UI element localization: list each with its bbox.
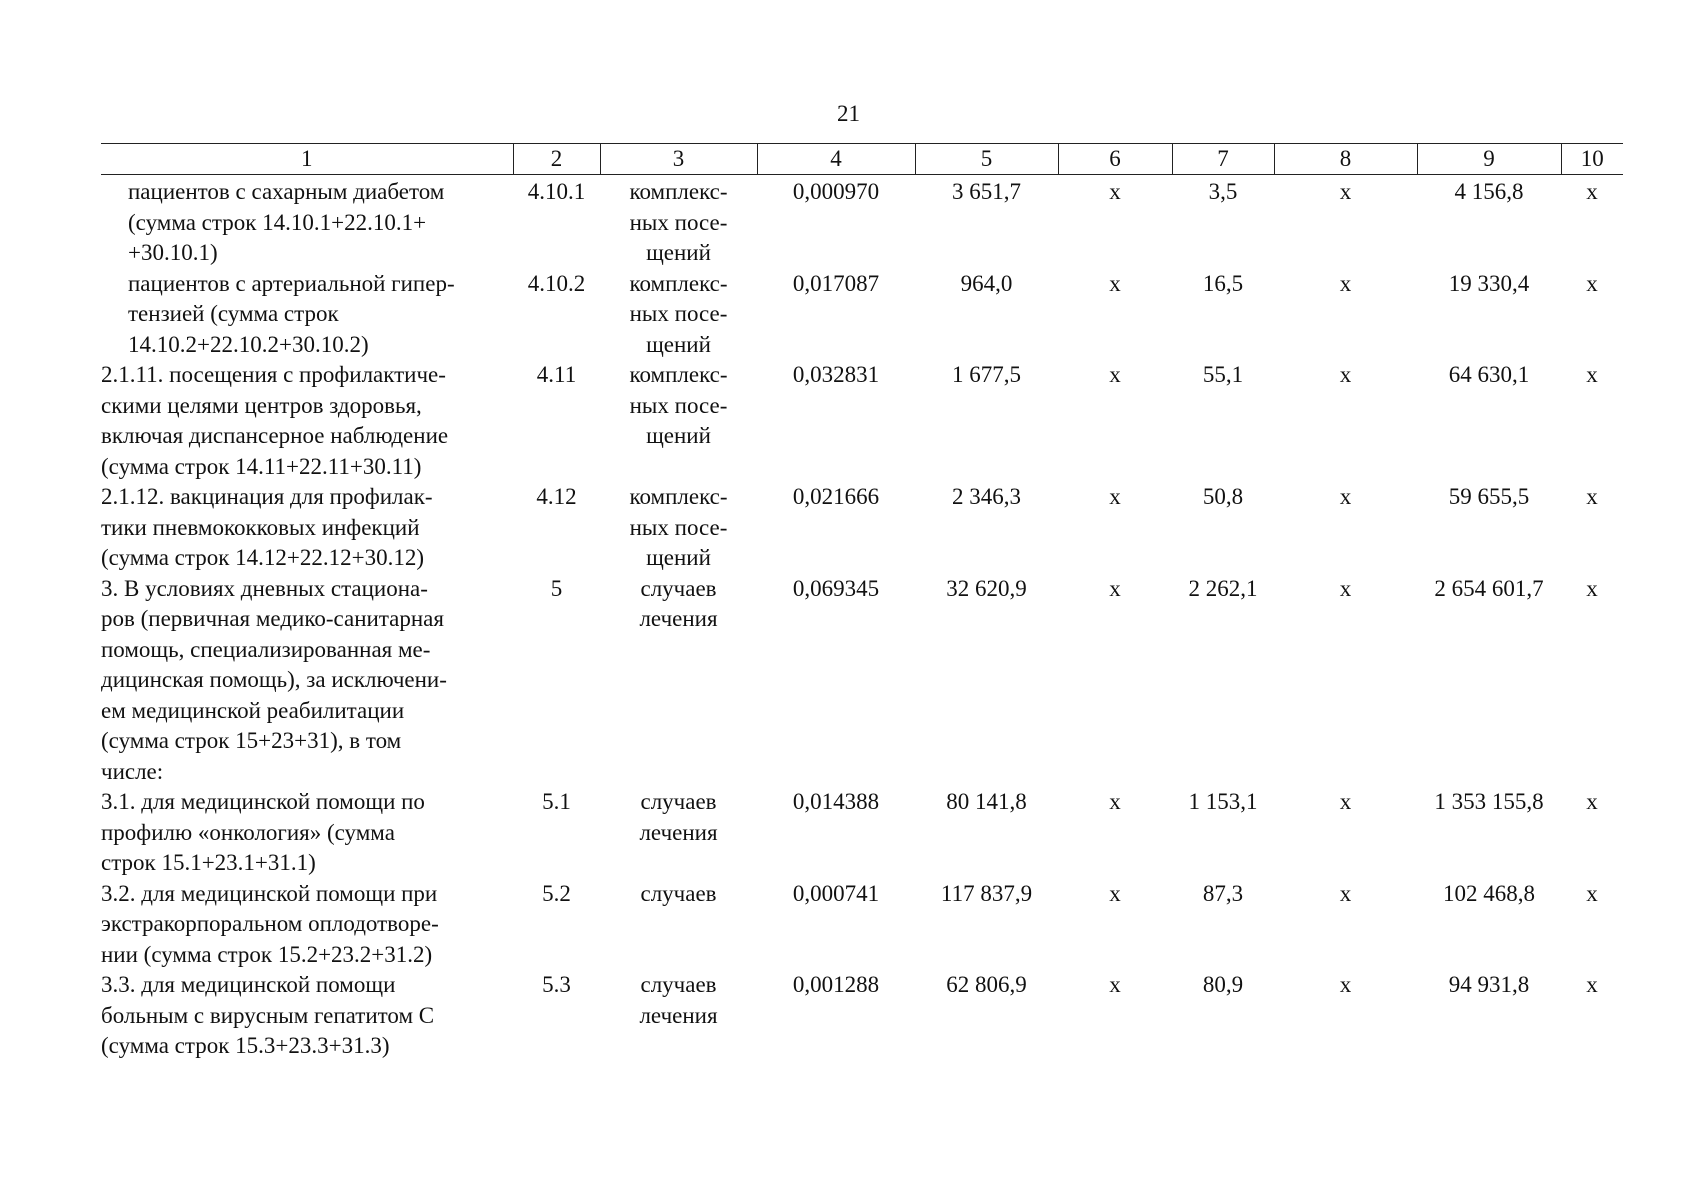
cell-col-9: 94 931,8 bbox=[1448, 972, 1530, 997]
cell-col-4: 0,000970 bbox=[792, 179, 880, 204]
table-row bbox=[101, 787, 1623, 879]
column-header: 9 bbox=[1417, 144, 1561, 175]
description-line: больным с вирусным гепатитом С bbox=[101, 1002, 435, 1028]
description-line: (сумма строк 14.12+22.12+30.12) bbox=[101, 545, 424, 570]
table-row bbox=[101, 175, 1623, 269]
description-line: дицинская помощь), за исключени- bbox=[101, 667, 447, 692]
unit-line: ных посе- bbox=[629, 514, 728, 540]
description-line: (сумма строк 15+23+31), в том bbox=[101, 728, 402, 753]
unit-line: ных посе- bbox=[629, 301, 728, 326]
description-line: помощь, специализированная ме- bbox=[101, 636, 431, 662]
description-line: профилю «онкология» (сумма bbox=[101, 819, 395, 845]
cell-col-4: 0,017087 bbox=[792, 270, 880, 296]
row-unit bbox=[600, 574, 757, 788]
table-row bbox=[101, 879, 1623, 971]
cell-col-9: 102 468,8 bbox=[1443, 880, 1535, 906]
cell-col-9: 4 156,8 bbox=[1454, 179, 1524, 204]
cell-col-7: 16,5 bbox=[1202, 270, 1244, 296]
row-unit bbox=[600, 269, 757, 361]
cell-col-6: х bbox=[1109, 972, 1121, 997]
cell-col-10: х bbox=[1586, 270, 1598, 296]
unit-line: случаев bbox=[640, 880, 717, 906]
unit-line: щений bbox=[646, 545, 711, 570]
cell-col-6: х bbox=[1109, 270, 1121, 296]
row-description bbox=[101, 787, 513, 879]
description-line: 2.1.11. посещения с профилактиче- bbox=[101, 362, 446, 387]
description-line: скими целями центров здоровья, bbox=[101, 392, 422, 418]
description-line: 2.1.12. вакцинация для профилак- bbox=[101, 484, 433, 509]
cell-col-7: 87,3 bbox=[1202, 880, 1244, 906]
row-unit bbox=[600, 970, 757, 1062]
column-header: 3 bbox=[600, 144, 757, 175]
description-line: пациентов с сахарным диабетом bbox=[128, 179, 445, 204]
description-line: (сумма строк 15.3+23.3+31.3) bbox=[101, 1033, 390, 1058]
column-header: 6 bbox=[1058, 144, 1172, 175]
description-line: 3.1. для медицинской помощи по bbox=[101, 789, 425, 814]
cell-col-8: х bbox=[1339, 789, 1352, 814]
row-code: 4.11 bbox=[536, 362, 577, 387]
cell-col-5: 2 346,3 bbox=[952, 484, 1021, 509]
row-description bbox=[101, 360, 513, 482]
cell-col-6: х bbox=[1109, 179, 1121, 204]
description-line: +30.10.1) bbox=[128, 240, 218, 265]
column-number-row bbox=[101, 144, 1623, 175]
cell-col-5: 3 651,7 bbox=[952, 179, 1021, 204]
unit-line: случаев bbox=[640, 789, 717, 814]
cell-col-7: 50,8 bbox=[1202, 484, 1244, 509]
cell-col-4: 0,069345 bbox=[792, 575, 880, 601]
cell-col-9: 59 655,5 bbox=[1448, 484, 1530, 509]
cell-col-7: 1 153,1 bbox=[1188, 789, 1258, 814]
column-header: 7 bbox=[1172, 144, 1274, 175]
unit-line: комплекс- bbox=[629, 270, 728, 296]
cell-col-6: х bbox=[1109, 362, 1121, 387]
cell-col-5: 1 677,5 bbox=[952, 362, 1021, 387]
row-unit bbox=[600, 879, 757, 971]
cell-col-5: 80 141,8 bbox=[946, 789, 1027, 814]
unit-line: случаев bbox=[640, 972, 717, 997]
row-description bbox=[101, 482, 513, 574]
cell-col-10: х bbox=[1586, 484, 1598, 509]
cell-col-10: х bbox=[1586, 880, 1598, 906]
description-line: экстракорпоральном оплодотворе- bbox=[101, 911, 439, 936]
cell-col-10: х bbox=[1586, 972, 1598, 997]
cell-col-7: 2 262,1 bbox=[1188, 575, 1258, 601]
row-code: 5.3 bbox=[542, 972, 571, 997]
row-unit bbox=[600, 482, 757, 574]
page-number: 21 bbox=[837, 101, 860, 126]
description-line: тики пневмококковых инфекций bbox=[101, 514, 420, 540]
description-line: 3.3. для медицинской помощи bbox=[101, 972, 396, 997]
description-line: 3. В условиях дневных стациона- bbox=[101, 575, 428, 601]
cell-col-7: 55,1 bbox=[1202, 362, 1244, 387]
row-unit bbox=[600, 360, 757, 482]
description-line: (сумма строк 14.10.1+22.10.1+ bbox=[128, 209, 427, 235]
column-header: 10 bbox=[1561, 144, 1623, 175]
cell-col-8: х bbox=[1339, 362, 1352, 387]
cell-col-6: х bbox=[1109, 575, 1121, 601]
cell-col-8: х bbox=[1339, 270, 1352, 296]
unit-line: щений bbox=[646, 423, 711, 448]
cell-col-6: х bbox=[1109, 789, 1121, 814]
description-line: тензией (сумма строк bbox=[128, 301, 339, 326]
description-line: ров (первичная медико-санитарная bbox=[101, 606, 444, 631]
unit-line: лечения bbox=[639, 1002, 718, 1028]
unit-line: ных посе- bbox=[629, 209, 728, 235]
cell-col-8: х bbox=[1339, 575, 1352, 601]
unit-line: лечения bbox=[639, 819, 718, 845]
cell-col-10: х bbox=[1586, 575, 1598, 601]
unit-line: комплекс- bbox=[629, 362, 728, 387]
unit-line: щений bbox=[646, 331, 711, 357]
cell-col-4: 0,001288 bbox=[792, 972, 880, 997]
column-header: 1 bbox=[101, 144, 513, 175]
cell-col-4: 0,032831 bbox=[792, 362, 880, 387]
unit-line: случаев bbox=[640, 575, 717, 601]
row-code: 5 bbox=[550, 575, 563, 601]
description-line: пациентов с артериальной гипер- bbox=[128, 270, 455, 296]
cell-col-8: х bbox=[1339, 972, 1352, 997]
unit-line: лечения bbox=[639, 606, 718, 631]
column-header: 5 bbox=[915, 144, 1058, 175]
unit-line: щений bbox=[646, 240, 711, 265]
description-line: включая диспансерное наблюдение bbox=[101, 423, 449, 448]
cell-col-8: х bbox=[1339, 880, 1352, 906]
description-line: ем медицинской реабилитации bbox=[101, 697, 405, 723]
row-description bbox=[101, 879, 513, 971]
row-description bbox=[101, 269, 513, 361]
row-description bbox=[101, 574, 513, 788]
column-header: 8 bbox=[1274, 144, 1417, 175]
cell-col-5: 62 806,9 bbox=[946, 972, 1027, 997]
row-code: 4.10.2 bbox=[527, 270, 586, 296]
description-line: строк 15.1+23.1+31.1) bbox=[101, 850, 316, 875]
description-line: 14.10.2+22.10.2+30.10.2) bbox=[128, 331, 369, 357]
cell-col-8: х bbox=[1339, 179, 1352, 204]
data-table bbox=[101, 143, 1623, 1062]
cell-col-5: 117 837,9 bbox=[940, 880, 1033, 906]
cell-col-8: х bbox=[1339, 484, 1352, 509]
table-row bbox=[101, 360, 1623, 482]
cell-col-4: 0,000741 bbox=[792, 880, 880, 906]
cell-col-7: 3,5 bbox=[1208, 179, 1238, 204]
row-unit bbox=[600, 787, 757, 879]
table-row bbox=[101, 269, 1623, 361]
cell-col-7: 80,9 bbox=[1202, 972, 1244, 997]
description-line: 3.2. для медицинской помощи при bbox=[101, 880, 438, 906]
row-description bbox=[101, 970, 513, 1062]
unit-line: комплекс- bbox=[629, 179, 728, 204]
cell-col-9: 1 353 155,8 bbox=[1434, 789, 1544, 814]
cell-col-6: х bbox=[1109, 484, 1121, 509]
cell-col-10: х bbox=[1586, 362, 1598, 387]
cell-col-9: 2 654 601,7 bbox=[1434, 575, 1544, 601]
row-code: 4.12 bbox=[536, 484, 577, 509]
row-code: 5.1 bbox=[542, 789, 571, 814]
column-header: 2 bbox=[513, 144, 600, 175]
cell-col-10: х bbox=[1586, 179, 1598, 204]
table-row bbox=[101, 574, 1623, 788]
description-line: числе: bbox=[101, 758, 164, 784]
cell-col-4: 0,014388 bbox=[792, 789, 880, 814]
cell-col-6: х bbox=[1109, 880, 1121, 906]
description-line: нии (сумма строк 15.2+23.2+31.2) bbox=[101, 941, 433, 967]
row-unit bbox=[600, 175, 757, 269]
unit-line: комплекс- bbox=[629, 484, 728, 509]
table-row bbox=[101, 482, 1623, 574]
cell-col-4: 0,021666 bbox=[792, 484, 880, 509]
column-header: 4 bbox=[757, 144, 915, 175]
cell-col-5: 964,0 bbox=[960, 270, 1013, 296]
description-line: (сумма строк 14.11+22.11+30.11) bbox=[101, 453, 422, 479]
table-row bbox=[101, 970, 1623, 1062]
unit-line: ных посе- bbox=[629, 392, 728, 418]
row-description bbox=[101, 175, 513, 269]
row-code: 4.10.1 bbox=[527, 179, 586, 204]
cell-col-5: 32 620,9 bbox=[946, 575, 1027, 601]
cell-col-10: х bbox=[1586, 789, 1598, 814]
cell-col-9: 64 630,1 bbox=[1448, 362, 1530, 387]
cell-col-9: 19 330,4 bbox=[1448, 270, 1530, 296]
row-code: 5.2 bbox=[542, 880, 571, 906]
